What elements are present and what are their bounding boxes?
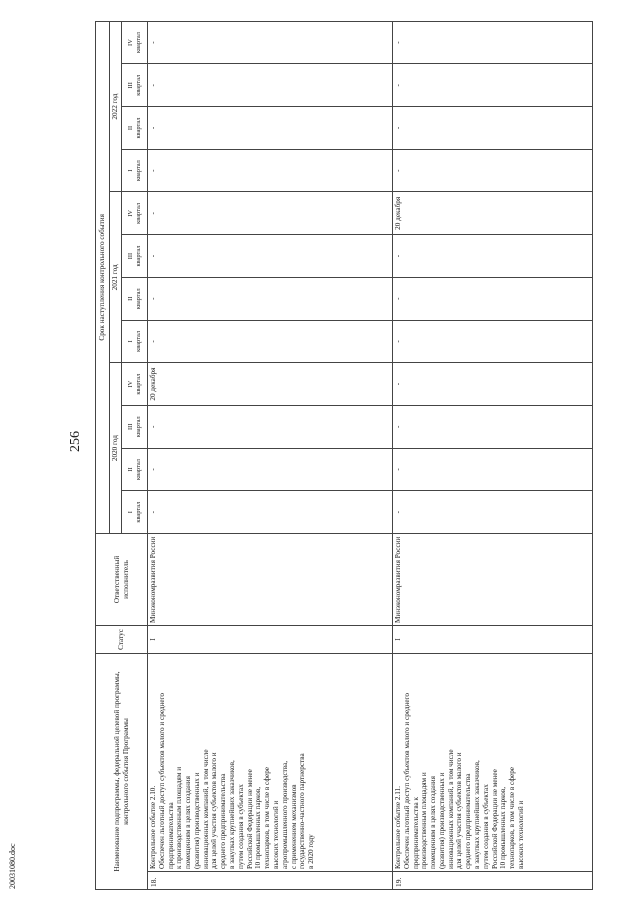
header-quarter: II квартал xyxy=(122,277,148,320)
page-number: 256 xyxy=(68,431,83,452)
quarter-cell: - xyxy=(393,405,593,448)
responsible-cell: Минэкономразвития России xyxy=(148,533,393,625)
quarter-cell: - xyxy=(393,320,593,363)
control-event-name: Контрольное событие 2.11. Обеспечен льготный доступ субъектов малого и среднего предпринимательства к производственным площадям и помещениям в целях создания (развития) производственных и инновационных компаний, в том числе для целей участия субъектов малого и среднего предпринимательства в закупках крупнейших заказчиков, путем создания в субъектах Российской Федерации не менее 10 промышленных парков, технопарков, в том числе в сфере высоких технологий и xyxy=(393,653,593,871)
header-quarter: IV квартал xyxy=(122,363,148,406)
header-name: Наименование подпрограммы, федеральной целевой программы, контрольного события Программы xyxy=(96,653,148,889)
row-number: 19. xyxy=(393,872,593,890)
quarter-cell: - xyxy=(148,405,393,448)
header-quarter: IV квартал xyxy=(122,21,148,64)
header-year-2022: 2022 год xyxy=(110,21,122,192)
header-quarter: I квартал xyxy=(122,149,148,192)
status-cell: I xyxy=(148,625,393,653)
header-quarter: III квартал xyxy=(122,64,148,107)
quarter-cell: - xyxy=(148,448,393,491)
footer-filename: 20031080.doc xyxy=(8,843,17,889)
header-quarter: IV квартал xyxy=(122,192,148,235)
table-row xyxy=(393,21,593,889)
quarter-cell: - xyxy=(393,363,593,406)
quarter-cell: 20 декабря xyxy=(148,363,393,406)
quarter-cell: - xyxy=(393,448,593,491)
control-events-table-sheet xyxy=(95,22,640,890)
control-events-table xyxy=(95,21,593,890)
quarter-cell: - xyxy=(393,64,593,107)
quarter-cell: - xyxy=(393,491,593,534)
quarter-cell: 20 декабря xyxy=(393,192,593,235)
quarter-cell: - xyxy=(148,64,393,107)
quarter-cell: - xyxy=(393,235,593,278)
quarter-cell: - xyxy=(148,235,393,278)
responsible-cell: Минэкономразвития России xyxy=(393,533,593,625)
header-quarter: I квартал xyxy=(122,320,148,363)
header-quarter: II квартал xyxy=(122,448,148,491)
header-quarter: III квартал xyxy=(122,235,148,278)
quarter-cell: - xyxy=(148,320,393,363)
quarter-cell: - xyxy=(393,277,593,320)
header-year-2021: 2021 год xyxy=(110,192,122,363)
header-year-2020: 2020 год xyxy=(110,363,122,534)
header-deadline: Срок наступления контрольного события xyxy=(96,21,110,533)
header-quarter: III квартал xyxy=(122,405,148,448)
header-responsible: Ответственный исполнитель xyxy=(96,533,148,625)
quarter-cell: - xyxy=(148,491,393,534)
quarter-cell: - xyxy=(393,107,593,150)
header-status: Статус xyxy=(96,625,148,653)
control-event-name: Контрольное событие 2.10. Обеспечен льготный доступ субъектов малого и среднего предпринимательства к производственным площадям и помещениям в целях создания (развития) производственных и инновационных компаний, в том числе для целей участия субъектов малого и среднего предпринимательства в закупках крупнейших заказчиков, путем создания в субъектах Российской Федерации не менее 10 промышленных парков, технопарков, в том числе в сфере высоких технологий и агропромышленного производства, с применением механизмов государственно-частного партнерства в 2020 году xyxy=(148,653,393,871)
quarter-cell: - xyxy=(148,277,393,320)
header-quarter: I квартал xyxy=(122,491,148,534)
quarter-cell: - xyxy=(393,149,593,192)
quarter-cell: - xyxy=(148,107,393,150)
quarter-cell: - xyxy=(148,21,393,64)
header-quarter: II квартал xyxy=(122,107,148,150)
table-row xyxy=(148,21,393,889)
quarter-cell: - xyxy=(148,192,393,235)
quarter-cell: - xyxy=(393,21,593,64)
status-cell: I xyxy=(393,625,593,653)
row-number: 18. xyxy=(148,872,393,890)
quarter-cell: - xyxy=(148,149,393,192)
